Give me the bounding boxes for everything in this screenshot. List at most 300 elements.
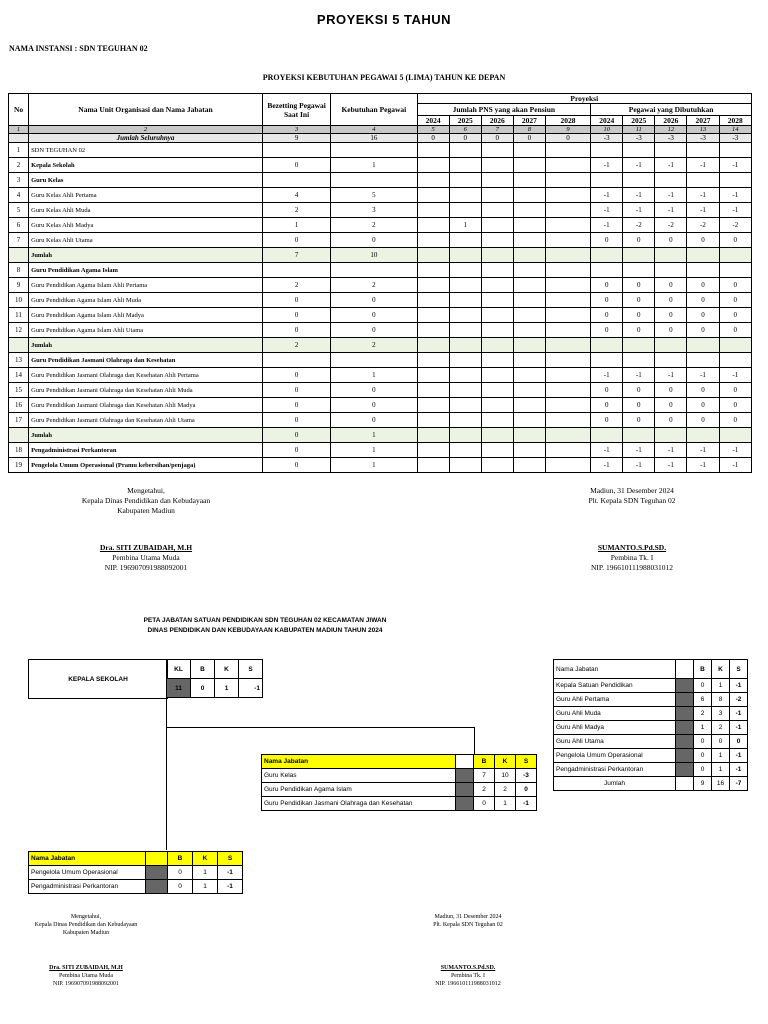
right-s: -1	[730, 749, 748, 763]
row-no: 12	[9, 323, 29, 338]
row-pensiun	[481, 428, 513, 443]
mid-k: 10	[495, 769, 516, 783]
row-dibutuhkan	[655, 428, 687, 443]
table-row	[9, 353, 752, 368]
row-pensiun	[481, 383, 513, 398]
right-k: 3	[712, 707, 730, 721]
signature-left-top	[46, 486, 246, 573]
row-pensiun	[545, 188, 590, 203]
sign2-left-rank: Pembina Utama Muda	[59, 973, 113, 979]
row-pensiun	[481, 353, 513, 368]
row-pensiun	[513, 338, 545, 353]
row-dibutuhkan	[687, 143, 719, 158]
row-dibutuhkan	[687, 173, 719, 188]
low-name: Pengelola Umum Operasional	[29, 866, 146, 880]
row-dibutuhkan: -2	[655, 218, 687, 233]
sign-right-nip: NIP. 196610111988031012	[591, 563, 673, 572]
sign-left-rank: Pembina Utama Muda	[112, 553, 180, 562]
kepala-head-k: K	[215, 660, 239, 679]
row-pensiun	[545, 338, 590, 353]
row-dibutuhkan: -1	[591, 203, 623, 218]
mid-shade	[456, 797, 474, 811]
row-dibutuhkan: -1	[655, 188, 687, 203]
row-dibutuhkan: 0	[719, 233, 751, 248]
row-pensiun	[417, 233, 449, 248]
kepala-head-s: S	[239, 660, 263, 679]
row-dibutuhkan: 0	[655, 398, 687, 413]
right-name: Guru Ahli Pertama	[554, 693, 676, 707]
row-no	[9, 338, 29, 353]
right-shade	[676, 721, 694, 735]
row-name: Guru Pendidikan Agama Islam Ahli Muda	[29, 293, 263, 308]
row-pensiun	[513, 143, 545, 158]
table-row	[9, 458, 752, 473]
row-no: 18	[9, 443, 29, 458]
row-no	[9, 248, 29, 263]
year-header: 2026	[655, 116, 687, 126]
table-row	[9, 323, 752, 338]
mid-name: Guru Pendidikan Jasmani Olahraga dan Kesehatan	[262, 797, 456, 811]
row-bezetting	[262, 143, 330, 158]
right-s: -1	[730, 679, 748, 693]
year-header: 2028	[545, 116, 590, 126]
row-kebutuhan: 0	[331, 323, 417, 338]
row-pensiun	[513, 188, 545, 203]
right-name: Guru Ahli Madya	[554, 721, 676, 735]
header-proyeksi: Proyeksi	[417, 94, 751, 104]
row-dibutuhkan: -1	[687, 188, 719, 203]
sign2-right-rank: Pembina Tk. I	[450, 973, 486, 979]
row-dibutuhkan	[655, 248, 687, 263]
row-kebutuhan: 1	[331, 428, 417, 443]
row-dibutuhkan: 0	[623, 413, 655, 428]
row-dibutuhkan: -1	[719, 458, 751, 473]
row-dibutuhkan: 0	[623, 278, 655, 293]
kepala-head-kl: KL	[167, 660, 191, 679]
row-bezetting: 0	[262, 293, 330, 308]
right-b: 0	[694, 679, 712, 693]
row-bezetting: 0	[262, 368, 330, 383]
row-dibutuhkan: 0	[591, 383, 623, 398]
header-kebutuhan: Kebutuhan Pegawai	[331, 94, 417, 126]
table-row	[9, 173, 752, 188]
connector-horizontal	[166, 727, 474, 728]
row-bezetting: 0	[262, 443, 330, 458]
row-name: SDN TEGUHAN 02	[29, 143, 263, 158]
row-pensiun	[513, 203, 545, 218]
low-head-k: K	[193, 852, 218, 866]
right-name: Guru Ahli Muda	[554, 707, 676, 721]
row-pensiun	[417, 293, 449, 308]
sign2-right-label1: Madiun, 31 Desember 2024	[434, 914, 502, 920]
sign2-left-name: Dra. SITI ZUBAIDAH, M.H	[49, 965, 123, 971]
right-head-name: Nama Jabatan	[554, 660, 676, 679]
row-dibutuhkan: 0	[719, 383, 751, 398]
row-pensiun	[513, 173, 545, 188]
right-row	[554, 763, 748, 777]
year-header: 2025	[623, 116, 655, 126]
row-kebutuhan: 0	[331, 383, 417, 398]
row-dibutuhkan	[687, 263, 719, 278]
row-pensiun	[449, 413, 481, 428]
row-pensiun	[513, 323, 545, 338]
row-pensiun	[417, 188, 449, 203]
row-dibutuhkan: 0	[655, 233, 687, 248]
row-bezetting: 2	[262, 338, 330, 353]
row-bezetting: 2	[262, 203, 330, 218]
row-pensiun	[417, 143, 449, 158]
row-pensiun	[545, 368, 590, 383]
row-dibutuhkan	[623, 338, 655, 353]
row-kebutuhan: 2	[331, 218, 417, 233]
row-pensiun	[481, 248, 513, 263]
year-header: 2024	[591, 116, 623, 126]
row-kebutuhan	[331, 263, 417, 278]
table-row	[9, 443, 752, 458]
row-pensiun	[417, 158, 449, 173]
right-shade	[676, 749, 694, 763]
row-dibutuhkan: -1	[591, 188, 623, 203]
column-index: 8	[513, 126, 545, 134]
row-bezetting: 7	[262, 248, 330, 263]
row-pensiun	[417, 203, 449, 218]
row-dibutuhkan: 0	[687, 233, 719, 248]
sign-right-label2: Plt. Kepala SDN Teguhan 02	[588, 496, 676, 505]
row-dibutuhkan: -1	[655, 158, 687, 173]
row-dibutuhkan: 0	[687, 413, 719, 428]
row-pensiun	[545, 293, 590, 308]
row-bezetting	[262, 173, 330, 188]
row-pensiun	[545, 413, 590, 428]
row-pensiun	[545, 443, 590, 458]
right-k: 8	[712, 693, 730, 707]
row-dibutuhkan	[655, 143, 687, 158]
peta-title-line1: PETA JABATAN SATUAN PENDIDIKAN SDN TEGUHAN 02 KECAMATAN JIWAN	[143, 617, 387, 624]
total-value: -3	[623, 134, 655, 143]
row-dibutuhkan: -1	[719, 188, 751, 203]
row-pensiun	[545, 398, 590, 413]
right-total-b: 9	[694, 777, 712, 791]
low-shade	[146, 880, 168, 894]
right-total-k: 16	[712, 777, 730, 791]
row-dibutuhkan: -1	[623, 443, 655, 458]
row-dibutuhkan	[623, 353, 655, 368]
year-header: 2026	[481, 116, 513, 126]
row-bezetting: 0	[262, 323, 330, 338]
table-row	[9, 338, 752, 353]
row-bezetting: 1	[262, 218, 330, 233]
sign2-left-label1: Mengetahui,	[70, 914, 102, 920]
row-pensiun	[481, 368, 513, 383]
mid-shade	[456, 783, 474, 797]
row-pensiun	[481, 263, 513, 278]
column-index: 5	[417, 126, 449, 134]
row-dibutuhkan: -1	[687, 368, 719, 383]
low-s: -1	[218, 866, 243, 880]
total-value: 16	[331, 134, 417, 143]
row-no: 3	[9, 173, 29, 188]
row-pensiun	[513, 458, 545, 473]
row-bezetting: 0	[262, 428, 330, 443]
row-pensiun	[449, 263, 481, 278]
row-pensiun	[513, 218, 545, 233]
row-dibutuhkan: 0	[591, 278, 623, 293]
row-pensiun: 1	[449, 218, 481, 233]
right-k: 1	[712, 679, 730, 693]
right-shade	[676, 763, 694, 777]
row-name: Guru Kelas Ahli Pertama	[29, 188, 263, 203]
row-pensiun	[545, 218, 590, 233]
row-pensiun	[481, 233, 513, 248]
row-bezetting: 0	[262, 308, 330, 323]
low-s: -1	[218, 880, 243, 894]
row-dibutuhkan	[623, 248, 655, 263]
sign-left-label1: Mengetahui,	[127, 486, 165, 495]
kepala-val-kl: 11	[167, 679, 191, 698]
row-bezetting: 0	[262, 398, 330, 413]
column-index: 10	[591, 126, 623, 134]
row-dibutuhkan	[591, 143, 623, 158]
connector-vertical	[166, 698, 167, 850]
right-k: 1	[712, 763, 730, 777]
row-dibutuhkan	[591, 263, 623, 278]
column-index: 13	[687, 126, 719, 134]
mid-row	[262, 797, 537, 811]
row-kebutuhan: 0	[331, 398, 417, 413]
row-dibutuhkan	[623, 173, 655, 188]
sign2-right-label2: Plt. Kepala SDN Teguhan 02	[433, 922, 503, 928]
row-pensiun	[513, 413, 545, 428]
mid-name: Guru Kelas	[262, 769, 456, 783]
row-dibutuhkan: -1	[623, 203, 655, 218]
row-kebutuhan: 3	[331, 203, 417, 218]
row-bezetting: 0	[262, 413, 330, 428]
mid-s: 0	[516, 783, 537, 797]
row-name: Guru Kelas Ahli Madya	[29, 218, 263, 233]
row-pensiun	[545, 353, 590, 368]
table-row	[9, 383, 752, 398]
row-pensiun	[513, 248, 545, 263]
right-total-label: Jumlah	[554, 777, 676, 791]
row-name: Jumlah	[29, 428, 263, 443]
kepala-sekolah-box: KEPALA SEKOLAH	[28, 659, 168, 699]
row-pensiun	[545, 428, 590, 443]
row-pensiun	[417, 278, 449, 293]
row-dibutuhkan	[623, 428, 655, 443]
right-name: Guru Ahli Utama	[554, 735, 676, 749]
table-row	[9, 368, 752, 383]
row-bezetting: 0	[262, 458, 330, 473]
row-dibutuhkan: -2	[623, 218, 655, 233]
staff-grid	[28, 851, 243, 894]
right-row	[554, 735, 748, 749]
row-dibutuhkan	[719, 143, 751, 158]
row-pensiun	[545, 233, 590, 248]
total-value: 0	[545, 134, 590, 143]
peta-title	[0, 616, 530, 636]
row-dibutuhkan	[655, 173, 687, 188]
row-dibutuhkan: -1	[719, 368, 751, 383]
year-header: 2025	[449, 116, 481, 126]
column-index: 9	[545, 126, 590, 134]
row-dibutuhkan: 0	[591, 398, 623, 413]
total-value: -3	[719, 134, 751, 143]
low-row	[29, 866, 243, 880]
row-pensiun	[417, 428, 449, 443]
row-bezetting: 0	[262, 158, 330, 173]
kepala-val-b: 0	[191, 679, 215, 698]
row-pensiun	[417, 368, 449, 383]
projection-table	[8, 93, 752, 473]
row-dibutuhkan: 0	[687, 278, 719, 293]
right-head-s: S	[730, 660, 748, 679]
row-dibutuhkan: -1	[655, 368, 687, 383]
row-name: Guru Pendidikan Jasmani Olahraga dan Kesehatan Ahli Pertama	[29, 368, 263, 383]
row-name: Guru Pendidikan Jasmani Olahraga dan Kesehatan	[29, 353, 263, 368]
row-pensiun	[513, 398, 545, 413]
sign2-right-name: SUMANTO.S.Pd.SD.	[440, 965, 496, 971]
row-dibutuhkan: -1	[655, 203, 687, 218]
row-dibutuhkan: -1	[623, 188, 655, 203]
row-pensiun	[417, 398, 449, 413]
row-name: Jumlah	[29, 248, 263, 263]
row-pensiun	[449, 173, 481, 188]
row-pensiun	[449, 308, 481, 323]
right-s: 0	[730, 735, 748, 749]
row-no: 10	[9, 293, 29, 308]
sign-left-label2: Kepala Dinas Pendidikan dan Kebudayaan	[81, 496, 211, 505]
table-row	[9, 158, 752, 173]
right-name: Kepala Satuan Pendidikan	[554, 679, 676, 693]
column-index: 6	[449, 126, 481, 134]
row-dibutuhkan: -1	[623, 458, 655, 473]
mid-head-s: S	[516, 755, 537, 769]
low-b: 0	[168, 866, 193, 880]
row-pensiun	[513, 158, 545, 173]
year-header: 2027	[687, 116, 719, 126]
row-dibutuhkan: -1	[655, 458, 687, 473]
mid-s: -3	[516, 769, 537, 783]
right-b: 0	[694, 763, 712, 777]
row-pensiun	[417, 413, 449, 428]
kepala-val-s: -1	[239, 679, 263, 698]
row-no: 13	[9, 353, 29, 368]
header-nama: Nama Unit Organisasi dan Nama Jabatan	[29, 94, 263, 126]
row-kebutuhan	[331, 353, 417, 368]
right-k: 0	[712, 735, 730, 749]
row-no: 6	[9, 218, 29, 233]
row-dibutuhkan: -1	[687, 458, 719, 473]
row-pensiun	[481, 278, 513, 293]
row-dibutuhkan	[591, 428, 623, 443]
row-dibutuhkan: 0	[623, 308, 655, 323]
row-pensiun	[417, 443, 449, 458]
right-total-s: -7	[730, 777, 748, 791]
row-dibutuhkan	[655, 338, 687, 353]
row-pensiun	[481, 203, 513, 218]
row-dibutuhkan: 0	[687, 383, 719, 398]
right-shade	[676, 735, 694, 749]
column-index-row	[9, 126, 752, 134]
row-kebutuhan: 0	[331, 413, 417, 428]
row-pensiun	[449, 143, 481, 158]
teacher-grid	[261, 754, 537, 811]
row-kebutuhan: 2	[331, 278, 417, 293]
total-value: -3	[591, 134, 623, 143]
kepala-sekolah-grid	[166, 659, 263, 698]
row-pensiun	[545, 323, 590, 338]
row-pensiun	[513, 443, 545, 458]
row-pensiun	[545, 278, 590, 293]
row-pensiun	[513, 428, 545, 443]
table-row	[9, 188, 752, 203]
header-bezetting: Bezetting Pegawai Saat Ini	[262, 94, 330, 126]
low-head-name: Nama Jabatan	[29, 852, 146, 866]
row-pensiun	[417, 308, 449, 323]
row-no: 4	[9, 188, 29, 203]
row-pensiun	[449, 338, 481, 353]
row-dibutuhkan: -1	[623, 368, 655, 383]
row-kebutuhan: 0	[331, 293, 417, 308]
row-dibutuhkan: -1	[591, 458, 623, 473]
column-index: 4	[331, 126, 417, 134]
total-value: -3	[687, 134, 719, 143]
row-pensiun	[481, 218, 513, 233]
total-value: -3	[655, 134, 687, 143]
row-kebutuhan: 1	[331, 368, 417, 383]
low-b: 0	[168, 880, 193, 894]
row-dibutuhkan	[719, 353, 751, 368]
table-row	[9, 428, 752, 443]
total-value: 0	[513, 134, 545, 143]
row-pensiun	[481, 338, 513, 353]
signature-left-bottom	[6, 913, 166, 988]
row-pensiun	[545, 143, 590, 158]
row-pensiun	[481, 323, 513, 338]
row-dibutuhkan: 0	[655, 278, 687, 293]
mid-s: -1	[516, 797, 537, 811]
row-kebutuhan: 2	[331, 338, 417, 353]
row-dibutuhkan: -1	[655, 443, 687, 458]
table-row	[9, 248, 752, 263]
row-no: 7	[9, 233, 29, 248]
row-dibutuhkan: 0	[687, 308, 719, 323]
right-b: 0	[694, 735, 712, 749]
row-dibutuhkan: -1	[591, 218, 623, 233]
row-pensiun	[417, 458, 449, 473]
right-k: 2	[712, 721, 730, 735]
right-row	[554, 693, 748, 707]
row-pensiun	[545, 173, 590, 188]
row-pensiun	[417, 338, 449, 353]
row-pensiun	[513, 278, 545, 293]
right-s: -2	[730, 693, 748, 707]
row-dibutuhkan: 0	[655, 323, 687, 338]
row-dibutuhkan: 0	[655, 293, 687, 308]
row-kebutuhan	[331, 143, 417, 158]
row-pensiun	[417, 353, 449, 368]
right-row	[554, 679, 748, 693]
header-dibutuhkan: Pegawai yang Dibutuhkan	[591, 104, 752, 116]
row-pensiun	[481, 308, 513, 323]
row-pensiun	[449, 458, 481, 473]
low-name: Pengadministrasi Perkantoran	[29, 880, 146, 894]
row-pensiun	[481, 158, 513, 173]
row-no: 2	[9, 158, 29, 173]
right-b: 0	[694, 749, 712, 763]
row-bezetting: 0	[262, 383, 330, 398]
right-shade	[676, 693, 694, 707]
